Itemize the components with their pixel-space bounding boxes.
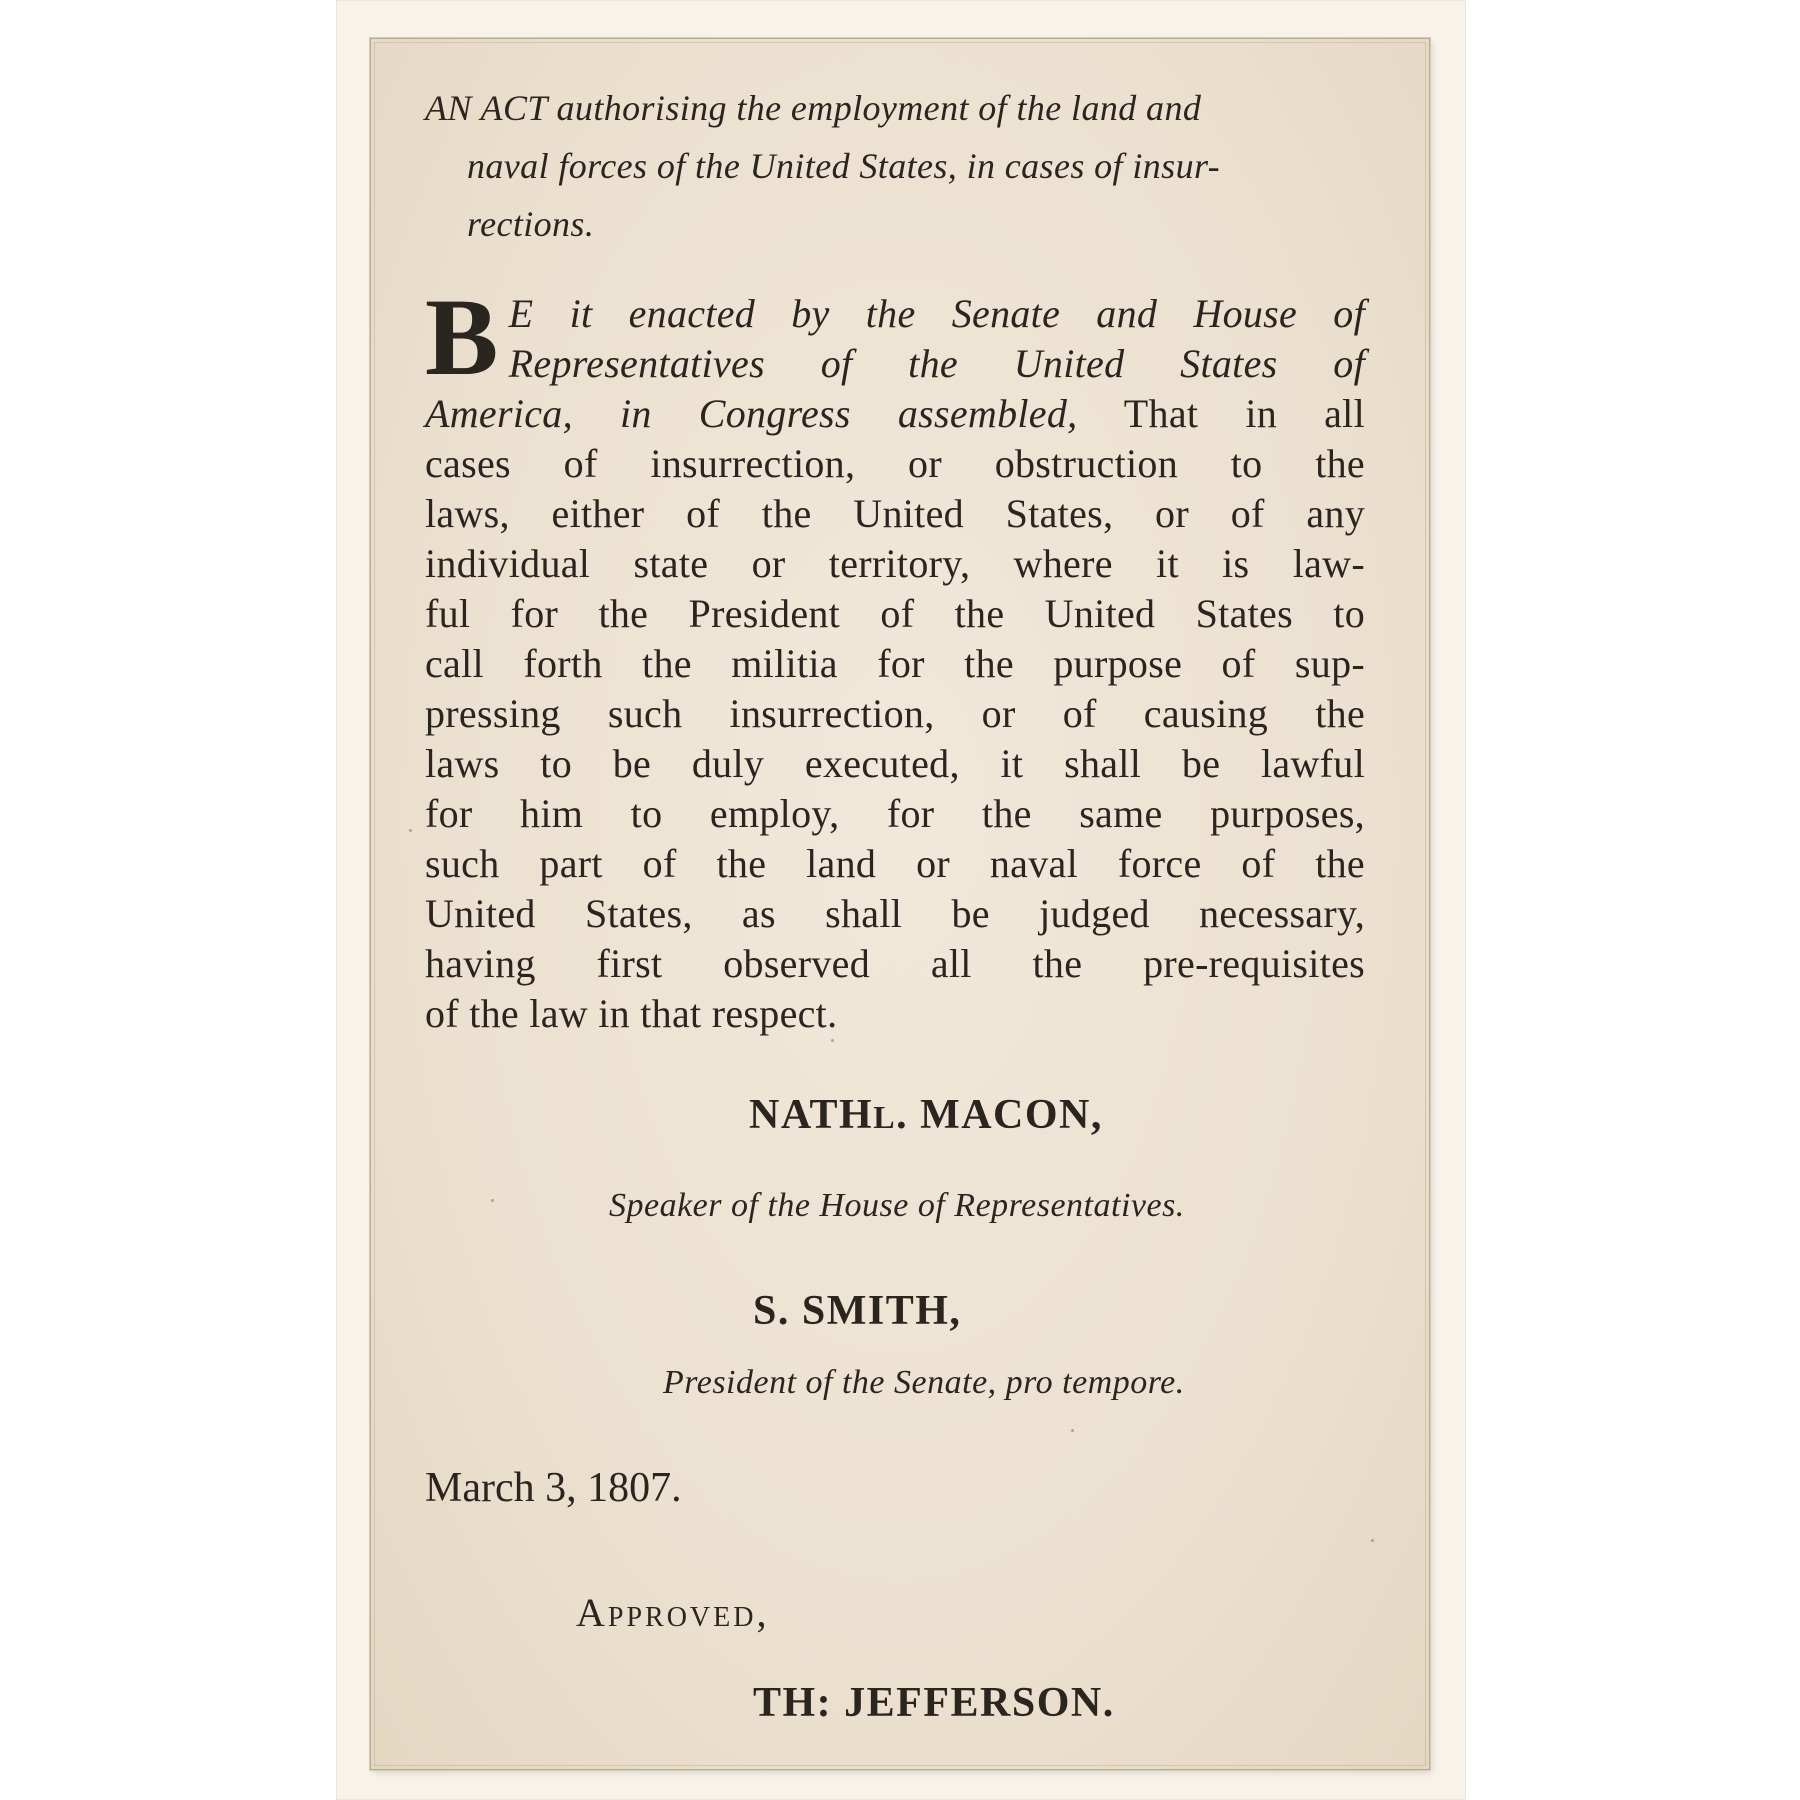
body-line: pressing such insurrection, or of causing the: [425, 691, 1365, 736]
paper-speck: [1371, 1539, 1374, 1542]
document-page: [370, 38, 1430, 1770]
body-line: [425, 389, 1365, 439]
body-line: ful for the President of the United States to: [425, 591, 1365, 636]
paper-speck: [1071, 1429, 1074, 1432]
president-name: S. SMITH,: [753, 1288, 962, 1334]
body-line: United States, as shall be judged necessary,: [425, 891, 1365, 936]
body-line: laws, either of the United States, or of any: [425, 491, 1365, 536]
paper-speck: [831, 1039, 834, 1042]
title-line-1: AN ACT authorising the employment of the land and: [425, 88, 1202, 128]
act-date: March 3, 1807.: [425, 1465, 682, 1511]
drop-cap: B: [425, 276, 499, 398]
paper-speck: [491, 1199, 494, 1202]
body-line: laws to be duly executed, it shall be lawful: [425, 741, 1365, 786]
body-line: E it enacted by the Senate and House of: [508, 291, 1365, 336]
body-line: call forth the militia for the purpose of sup-: [425, 641, 1365, 686]
body-line: for him to employ, for the same purposes,: [425, 791, 1365, 836]
body-line: individual state or territory, where it is law-: [425, 541, 1365, 586]
body-line: such part of the land or naval force of the: [425, 841, 1365, 886]
body-line: Representatives of the United States of: [508, 341, 1365, 386]
speaker-name-suffix: L: [873, 1099, 897, 1135]
approved-label: Approved,: [576, 1590, 770, 1635]
body-line-roman: That in all: [1077, 391, 1365, 436]
body-line: cases of insurrection, or obstruction to the: [425, 441, 1365, 486]
act-title: [425, 79, 1365, 253]
act-body: [425, 276, 1365, 1039]
speaker-title: Speaker of the House of Representatives.: [609, 1187, 1185, 1224]
enacting-clause: [425, 276, 1365, 439]
paper-speck: [409, 829, 412, 832]
speaker-name: [749, 1091, 1103, 1139]
body-line: having first observed all the pre-requisites: [425, 941, 1365, 986]
signer-name: TH: JEFFERSON.: [753, 1680, 1115, 1726]
speaker-name-rest: . MACON,: [896, 1092, 1103, 1138]
body-line-italic: America, in Congress assembled,: [425, 391, 1078, 436]
president-title: President of the Senate, pro tempore.: [663, 1364, 1185, 1401]
title-line-3: rections.: [467, 204, 595, 244]
speaker-name-part: NATH: [749, 1092, 874, 1138]
title-line-2: naval forces of the United States, in cases of insur-: [467, 146, 1221, 186]
body-line: of the law in that respect.: [425, 991, 838, 1036]
